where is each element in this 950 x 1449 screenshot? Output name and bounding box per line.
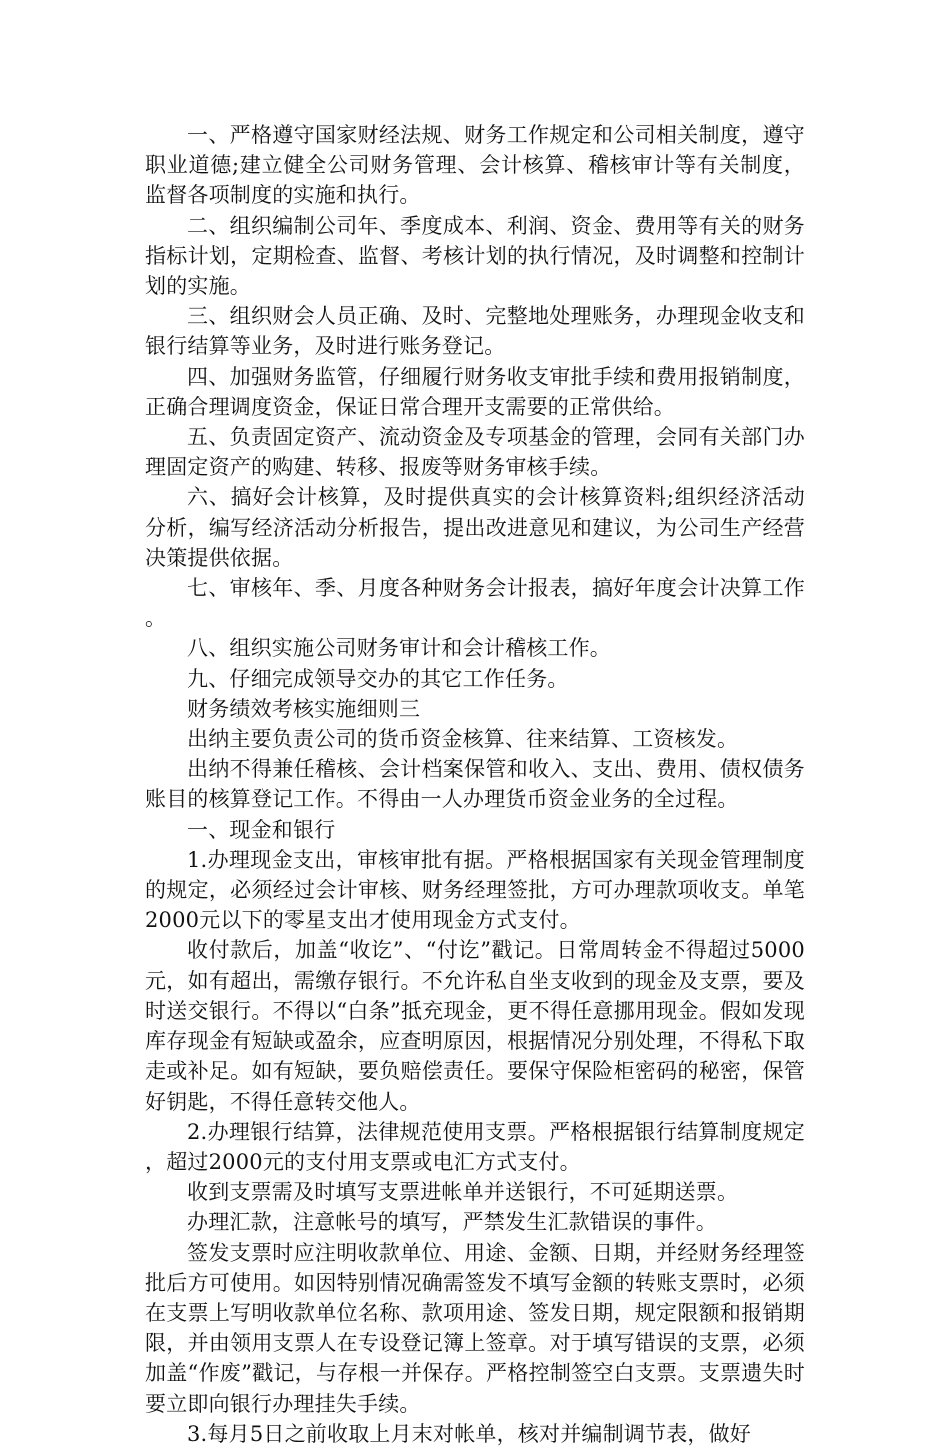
item-check-deposit: 收到支票需及时填写支票进帐单并送银行，不可延期送票。: [187, 1180, 739, 1205]
item-cash-payment: 1.办理现金支出，审核审批有据。严格根据国家有关现金管理制度的规定，必须经过会计审核、财务经理签批，方可办理款项收支。单笔2000元以下的零星支出才使用现金方式支付。: [145, 847, 805, 933]
item-remittance: 办理汇款，注意帐号的填写，严禁发生汇款错误的事件。: [187, 1210, 717, 1235]
clause-1: 一、严格遵守国家财经法规、财务工作规定和公司相关制度，遵守职业道德;建立健全公司财务管理、会计核算、稽核审计等有关制度，监督各项制度的实施和执行。: [145, 123, 805, 208]
cashier-duty-summary: 出纳主要负责公司的货币资金核算、往来结算、工资核发。: [187, 727, 739, 752]
document-body: [145, 120, 805, 1449]
item-bank-settlement: 2.办理银行结算，法律规范使用支票。严格根据银行结算制度规定，超过2000元的支付用支票或电汇方式支付。: [145, 1119, 805, 1174]
clause-5: 五、负责固定资产、流动资金及专项基金的管理，会同有关部门办理固定资产的购建、转移、报废等财务审核手续。: [145, 425, 805, 480]
section-heading: 财务绩效考核实施细则三: [187, 696, 421, 721]
clause-8: 八、组织实施公司财务审计和会计稽核工作。: [187, 636, 611, 661]
item-check-issuance: 签发支票时应注明收款单位、用途、金额、日期，并经财务经理签批后方可使用。如因特别情况确需签发不填写金额的转账支票时，必须在支票上写明收款单位名称、款项用途、签发日期，规定限额和报销期限，并由领用支票人在专设登记簿上签章。对于填写错误的支票，必须加盖“作废”戳记，与存根一并保存。严格控制签空白支票。支票遗失时要立即向银行办理挂失手续。: [145, 1240, 805, 1416]
clause-9: 九、仔细完成领导交办的其它工作任务。: [187, 666, 569, 691]
cashier-restriction: 出纳不得兼任稽核、会计档案保管和收入、支出、费用、债权债务账目的核算登记工作。不得由一人办理货币资金业务的全过程。: [145, 757, 805, 812]
clause-2: 二、组织编制公司年、季度成本、利润、资金、费用等有关的财务指标计划，定期检查、监督、考核计划的执行情况，及时调整和控制计划的实施。: [145, 213, 805, 299]
clause-7: 七、审核年、季、月度各种财务会计报表，搞好年度会计决算工作。: [145, 576, 805, 631]
clause-6: 六、搞好会计核算，及时提供真实的会计核算资料;组织经济活动分析，编写经济活动分析报告，提出改进意见和建议，为公司生产经营决策提供依据。: [145, 485, 805, 570]
item-reconciliation: 3.每月5日之前收取上月末对帐单，核对并编制调节表，做好: [187, 1421, 751, 1446]
clause-3: 三、组织财会人员正确、及时、完整地处理账务，办理现金收支和银行结算等业务，及时进行账务登记。: [145, 304, 805, 359]
item-cash-handling: 收付款后，加盖“收讫”、“付讫”戳记。日常周转金不得超过5000元，如有超出，需缴存银行。不允许私自坐支收到的现金及支票，要及时送交银行。不得以“白条”抵充现金，更不得任意挪用现金。假如发现库存现金有短缺或盈余，应查明原因，根据情况分别处理，不得私下取走或补足。如有短缺，要负赔偿责任。要保守保险柜密码的秘密，保管好钥匙，不得任意转交他人。: [145, 938, 805, 1114]
subsection-cash-bank: 一、现金和银行: [187, 817, 336, 842]
clause-4: 四、加强财务监管，仔细履行财务收支审批手续和费用报销制度，正确合理调度资金，保证日常合理开支需要的正常供给。: [145, 364, 805, 419]
